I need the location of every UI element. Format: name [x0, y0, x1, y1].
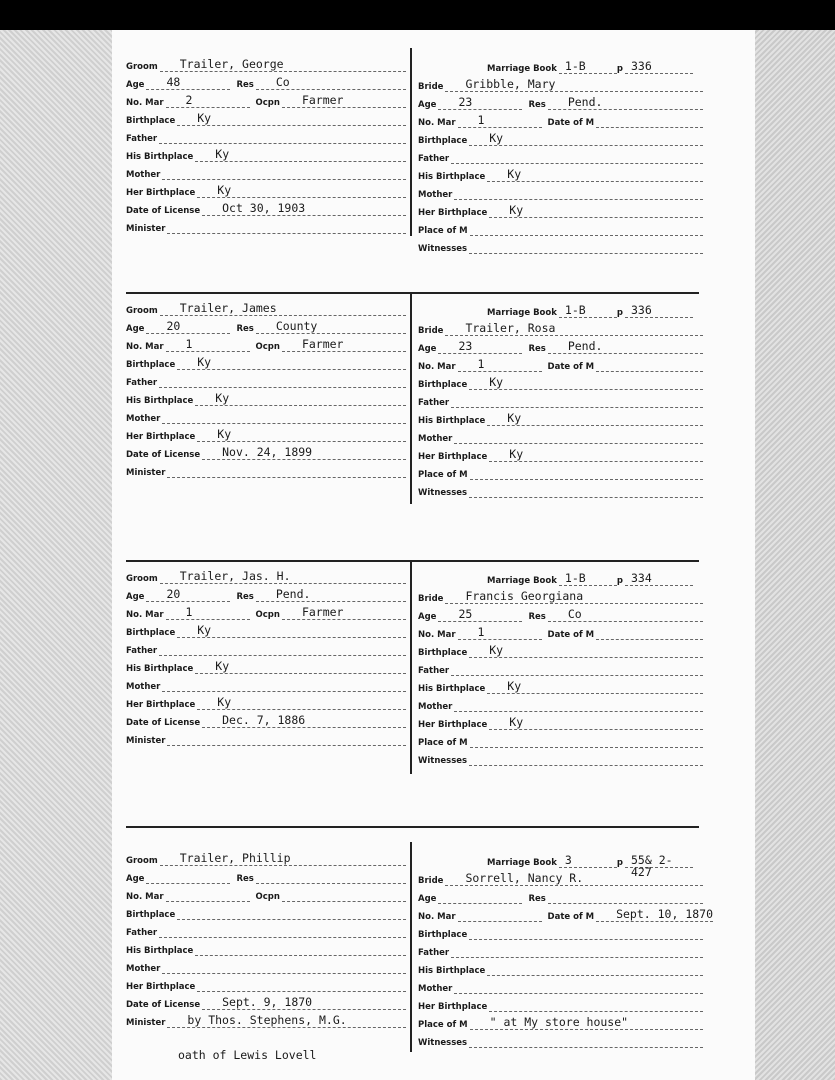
groom-his-birthplace: Ky: [195, 392, 406, 406]
groom-age: 20: [146, 588, 230, 602]
date-of-marriage: Sept. 10, 1870: [596, 908, 713, 922]
marriage-book-ref: Marriage Book 1-B p 334: [418, 566, 703, 586]
groom-her-birthplace-row: Her Birthplace Ky: [126, 180, 406, 198]
groom-license-row: Date of License Oct 30, 1903: [126, 198, 406, 216]
bride-res: Pend.: [548, 340, 703, 354]
groom-birthplace: Ky: [177, 112, 406, 126]
minister: [167, 220, 406, 234]
groom-father-row: Father: [126, 920, 406, 938]
place-of-marriage: [470, 222, 703, 236]
groom-her-birthplace: Ky: [197, 428, 406, 442]
groom-row: Groom Trailer, Phillip: [126, 848, 406, 866]
bride-res: Co: [548, 608, 703, 622]
bride-her-birthplace: [489, 998, 703, 1012]
bride-birthplace-row: Birthplace Ky: [418, 640, 703, 658]
groom-father-row: Father: [126, 638, 406, 656]
bride-father-row: Father: [418, 146, 703, 164]
groom-ocpn: Farmer: [282, 338, 406, 352]
bride-mother: [454, 698, 703, 712]
bride-mother: [454, 980, 703, 994]
groom-ocpn: Farmer: [282, 94, 406, 108]
groom-birthplace: Ky: [177, 356, 406, 370]
place-of-marriage: " at My store house": [470, 1016, 703, 1030]
place-of-marriage-row: Place of M: [418, 730, 703, 748]
bride-name: Trailer, Rosa: [445, 322, 703, 336]
record-sheet: [112, 30, 755, 1080]
bride-column: [418, 848, 714, 1048]
marriage-book-page: 336: [625, 60, 693, 74]
minister: [167, 464, 406, 478]
place-of-marriage-row: Place of M " at My store house": [418, 1012, 703, 1030]
bride-nomar-date-row: No. Mar 1 Date of M: [418, 622, 703, 640]
groom-column: [126, 566, 406, 746]
bride-mother-row: Mother: [418, 426, 703, 444]
bride-father-row: Father: [418, 658, 703, 676]
groom-mother: [162, 410, 406, 424]
date-of-license: Oct 30, 1903: [202, 202, 406, 216]
groom-age-res-row: Age Res: [126, 866, 406, 884]
groom-column: [126, 298, 406, 478]
groom-her-birthplace: Ky: [197, 184, 406, 198]
bride-age: [438, 890, 522, 904]
groom-res: Pend.: [256, 588, 406, 602]
groom-age-res-row: Age 48 Res Co: [126, 72, 406, 90]
groom-minister-row: Minister: [126, 460, 406, 478]
groom-father: [159, 642, 406, 656]
bride-age-res-row: Age Res: [418, 886, 703, 904]
bride-column: [418, 54, 703, 254]
oath-note: oath of Lewis Lovell: [178, 1048, 317, 1062]
groom-mother-row: Mother: [126, 162, 406, 180]
groom-ocpn: [282, 888, 406, 902]
marriage-book-number: 1-B: [559, 304, 617, 318]
groom-her-birthplace-row: Her Birthplace Ky: [126, 692, 406, 710]
groom-her-birthplace: [197, 978, 406, 992]
groom-age-res-row: Age 20 Res County: [126, 316, 406, 334]
bride-birthplace: [469, 926, 703, 940]
bride-mother-row: Mother: [418, 182, 703, 200]
bride-his-birthplace-row: His Birthplace Ky: [418, 164, 703, 182]
witnesses-row: Witnesses: [418, 1030, 703, 1048]
groom-row: Groom Trailer, George: [126, 54, 406, 72]
witnesses: [469, 240, 703, 254]
bride-birthplace: Ky: [469, 644, 703, 658]
bride-column: [418, 298, 703, 498]
bride-mother-row: Mother: [418, 976, 703, 994]
groom-license-row: Date of License Nov. 24, 1899: [126, 442, 406, 460]
record-divider: [410, 292, 412, 504]
bride-mother-row: Mother: [418, 694, 703, 712]
witnesses: [469, 1034, 703, 1048]
groom-his-birthplace-row: His Birthplace: [126, 938, 406, 956]
groom-res: Co: [256, 76, 406, 90]
groom-nomar-ocpn-row: No. Mar 2 Ocpn Farmer: [126, 90, 406, 108]
date-of-license: Sept. 9, 1870: [202, 996, 406, 1010]
bride-father: [451, 394, 703, 408]
place-of-marriage: [470, 466, 703, 480]
marriage-book-ref: Marriage Book 3 p 55& 2-427: [418, 848, 703, 868]
bride-his-birthplace: Ky: [487, 412, 703, 426]
groom-his-birthplace: Ky: [195, 660, 406, 674]
bride-row: Bride Francis Georgiana: [418, 586, 703, 604]
record-top-rule: [126, 292, 699, 294]
bride-her-birthplace-row: Her Birthplace Ky: [418, 712, 703, 730]
bride-no-mar: 1: [458, 114, 542, 128]
bride-age: 23: [438, 340, 522, 354]
minister: [167, 732, 406, 746]
scanner-right-margin: [755, 30, 835, 1080]
bride-birthplace-row: Birthplace Ky: [418, 372, 703, 390]
groom-her-birthplace: Ky: [197, 696, 406, 710]
bride-age: 25: [438, 608, 522, 622]
bride-no-mar: 1: [458, 358, 542, 372]
bride-her-birthplace: Ky: [489, 716, 703, 730]
groom-row: Groom Trailer, James: [126, 298, 406, 316]
groom-mother: [162, 166, 406, 180]
place-of-marriage: [470, 734, 703, 748]
groom-her-birthplace-row: Her Birthplace: [126, 974, 406, 992]
witnesses: [469, 752, 703, 766]
bride-name: Francis Georgiana: [445, 590, 703, 604]
bride-mother: [454, 430, 703, 444]
groom-nomar-ocpn-row: No. Mar Ocpn: [126, 884, 406, 902]
groom-no-mar: 1: [166, 338, 250, 352]
bride-birthplace: Ky: [469, 376, 703, 390]
groom-his-birthplace: [195, 942, 406, 956]
bride-age-res-row: Age 23 Res Pend.: [418, 336, 703, 354]
record-top-rule: [126, 560, 699, 562]
bride-birthplace-row: Birthplace Ky: [418, 128, 703, 146]
bride-no-mar: 1: [458, 626, 542, 640]
date-of-license: Dec. 7, 1886: [202, 714, 406, 728]
groom-his-birthplace-row: His Birthplace Ky: [126, 144, 406, 162]
minister: by Thos. Stephens, M.G.: [167, 1014, 406, 1028]
witnesses-row: Witnesses: [418, 480, 703, 498]
groom-birthplace-row: Birthplace Ky: [126, 352, 406, 370]
groom-no-mar: 1: [166, 606, 250, 620]
bride-father: [451, 662, 703, 676]
marriage-book-page: 55& 2-427: [625, 854, 693, 868]
groom-column: [126, 54, 406, 234]
groom-res: [256, 870, 406, 884]
groom-birthplace-row: Birthplace Ky: [126, 620, 406, 638]
groom-license-row: Date of License Dec. 7, 1886: [126, 710, 406, 728]
groom-birthplace-row: Birthplace: [126, 902, 406, 920]
scanner-left-margin: [0, 30, 112, 1080]
bride-no-mar: [458, 908, 542, 922]
marriage-book-number: 1-B: [559, 60, 617, 74]
place-of-marriage-row: Place of M: [418, 218, 703, 236]
bride-age-res-row: Age 23 Res Pend.: [418, 92, 703, 110]
witnesses-row: Witnesses: [418, 748, 703, 766]
bride-her-birthplace-row: Her Birthplace Ky: [418, 200, 703, 218]
bride-his-birthplace-row: His Birthplace Ky: [418, 408, 703, 426]
groom-name: Trailer, James: [160, 302, 406, 316]
bride-res: Pend.: [548, 96, 703, 110]
groom-row: Groom Trailer, Jas. H.: [126, 566, 406, 584]
bride-res: [548, 890, 703, 904]
date-of-marriage: [596, 358, 703, 372]
bride-her-birthplace-row: Her Birthplace: [418, 994, 703, 1012]
groom-nomar-ocpn-row: No. Mar 1 Ocpn Farmer: [126, 602, 406, 620]
record-divider: [410, 48, 412, 236]
groom-her-birthplace-row: Her Birthplace Ky: [126, 424, 406, 442]
date-of-marriage: [596, 626, 703, 640]
bride-his-birthplace-row: His Birthplace Ky: [418, 676, 703, 694]
bride-her-birthplace: Ky: [489, 448, 703, 462]
marriage-book-page: 336: [625, 304, 693, 318]
groom-age-res-row: Age 20 Res Pend.: [126, 584, 406, 602]
bride-father: [451, 150, 703, 164]
groom-minister-row: Minister: [126, 216, 406, 234]
bride-row: Bride Sorrell, Nancy R.: [418, 868, 703, 886]
marriage-book-page: 334: [625, 572, 693, 586]
groom-birthplace: Ky: [177, 624, 406, 638]
groom-mother-row: Mother: [126, 956, 406, 974]
scanner-top-border: [0, 0, 835, 30]
bride-father-row: Father: [418, 940, 703, 958]
bride-row: Bride Gribble, Mary: [418, 74, 703, 92]
bride-nomar-date-row: No. Mar 1 Date of M: [418, 354, 703, 372]
bride-name: Sorrell, Nancy R.: [445, 872, 703, 886]
groom-father: [159, 130, 406, 144]
groom-age: [146, 870, 230, 884]
groom-father-row: Father: [126, 126, 406, 144]
record-top-rule: [126, 826, 699, 828]
date-of-marriage: [596, 114, 703, 128]
date-of-license: Nov. 24, 1899: [202, 446, 406, 460]
groom-his-birthplace-row: His Birthplace Ky: [126, 656, 406, 674]
groom-nomar-ocpn-row: No. Mar 1 Ocpn Farmer: [126, 334, 406, 352]
groom-mother-row: Mother: [126, 406, 406, 424]
groom-mother: [162, 960, 406, 974]
bride-age: 23: [438, 96, 522, 110]
bride-mother: [454, 186, 703, 200]
groom-age: 20: [146, 320, 230, 334]
groom-minister-row: Minister: [126, 728, 406, 746]
bride-age-res-row: Age 25 Res Co: [418, 604, 703, 622]
bride-his-birthplace-row: His Birthplace: [418, 958, 703, 976]
marriage-book-ref: Marriage Book 1-B p 336: [418, 298, 703, 318]
bride-his-birthplace: [487, 962, 703, 976]
record-divider: [410, 842, 412, 1052]
groom-his-birthplace-row: His Birthplace Ky: [126, 388, 406, 406]
groom-birthplace-row: Birthplace Ky: [126, 108, 406, 126]
witnesses-row: Witnesses: [418, 236, 703, 254]
witnesses: [469, 484, 703, 498]
groom-minister-row: Minister by Thos. Stephens, M.G.: [126, 1010, 406, 1028]
bride-his-birthplace: Ky: [487, 680, 703, 694]
groom-mother: [162, 678, 406, 692]
groom-mother-row: Mother: [126, 674, 406, 692]
marriage-book-number: 3: [559, 854, 617, 868]
groom-no-mar: 2: [166, 94, 250, 108]
bride-column: [418, 566, 703, 766]
groom-name: Trailer, Phillip: [160, 852, 406, 866]
record-divider: [410, 560, 412, 774]
groom-column: [126, 848, 406, 1028]
groom-father: [159, 924, 406, 938]
bride-nomar-date-row: No. Mar 1 Date of M: [418, 110, 703, 128]
bride-his-birthplace: Ky: [487, 168, 703, 182]
bride-father-row: Father: [418, 390, 703, 408]
bride-her-birthplace: Ky: [489, 204, 703, 218]
bride-birthplace: Ky: [469, 132, 703, 146]
groom-father: [159, 374, 406, 388]
bride-name: Gribble, Mary: [445, 78, 703, 92]
groom-father-row: Father: [126, 370, 406, 388]
groom-no-mar: [166, 888, 250, 902]
groom-birthplace: [177, 906, 406, 920]
bride-nomar-date-row: No. Mar Date of M Sept. 10, 1870: [418, 907, 714, 922]
groom-age: 48: [146, 76, 230, 90]
groom-name: Trailer, George: [160, 58, 406, 72]
groom-his-birthplace: Ky: [195, 148, 406, 162]
groom-name: Trailer, Jas. H.: [160, 570, 406, 584]
groom-ocpn: Farmer: [282, 606, 406, 620]
place-of-marriage-row: Place of M: [418, 462, 703, 480]
bride-father: [451, 944, 703, 958]
marriage-book-ref: Marriage Book 1-B p 336: [418, 54, 703, 74]
groom-res: County: [256, 320, 406, 334]
marriage-book-number: 1-B: [559, 572, 617, 586]
groom-license-row: Date of License Sept. 9, 1870: [126, 992, 406, 1010]
bride-row: Bride Trailer, Rosa: [418, 318, 703, 336]
bride-her-birthplace-row: Her Birthplace Ky: [418, 444, 703, 462]
bride-birthplace-row: Birthplace: [418, 922, 703, 940]
